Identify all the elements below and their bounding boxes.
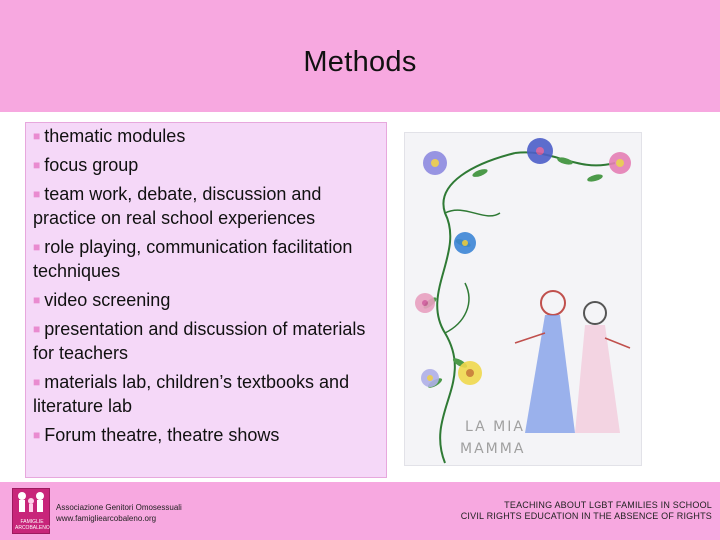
association-url[interactable]: www.famigliearcobaleno.org [56, 514, 157, 523]
family-figures-icon [13, 489, 49, 515]
bullet-item: ■ presentation and discussion of materials for teachers [33, 319, 366, 363]
bullet-icon: ■ [33, 375, 41, 389]
logo-text: FAMIGLIE ARCOBALENO [15, 519, 50, 531]
bullet-icon: ■ [33, 129, 41, 143]
bullet-item: ■ Forum theatre, theatre shows [33, 425, 280, 445]
bullet-icon: ■ [33, 187, 41, 201]
association-name: Associazione Genitori Omosessuali [56, 503, 182, 512]
slide-title: Methods [303, 46, 417, 78]
bullet-item: ■ video screening [33, 290, 171, 310]
child-drawing-image [404, 132, 642, 466]
bullet-icon: ■ [33, 240, 41, 254]
footer-line-2: CIVIL RIGHTS EDUCATION IN THE ABSENCE OF RIGHTS [460, 511, 712, 521]
drawing-illustration [405, 133, 641, 465]
bullet-item: ■ focus group [33, 155, 139, 175]
bullet-item: ■ thematic modules [33, 126, 186, 146]
drawing-caption-line1: LA MIA [465, 419, 525, 435]
bullet-item: ■ role playing, communication facilitation techniques [33, 237, 353, 281]
bullet-icon: ■ [33, 428, 41, 442]
drawing-caption-line2: MAMMA [460, 441, 526, 457]
bullet-icon: ■ [33, 293, 41, 307]
bullet-icon: ■ [33, 322, 41, 336]
bullet-item: ■ team work, debate, discussion and practice on real school experiences [33, 184, 322, 228]
bullet-item: ■ materials lab, children’s textbooks and literature lab [33, 372, 350, 416]
footer-project-title [461, 500, 712, 522]
bullet-list [33, 124, 383, 452]
footer-line-1: TEACHING ABOUT LGBT FAMILIES IN SCHOOL [504, 500, 712, 510]
bullet-icon: ■ [33, 158, 41, 172]
association-logo [12, 488, 50, 534]
